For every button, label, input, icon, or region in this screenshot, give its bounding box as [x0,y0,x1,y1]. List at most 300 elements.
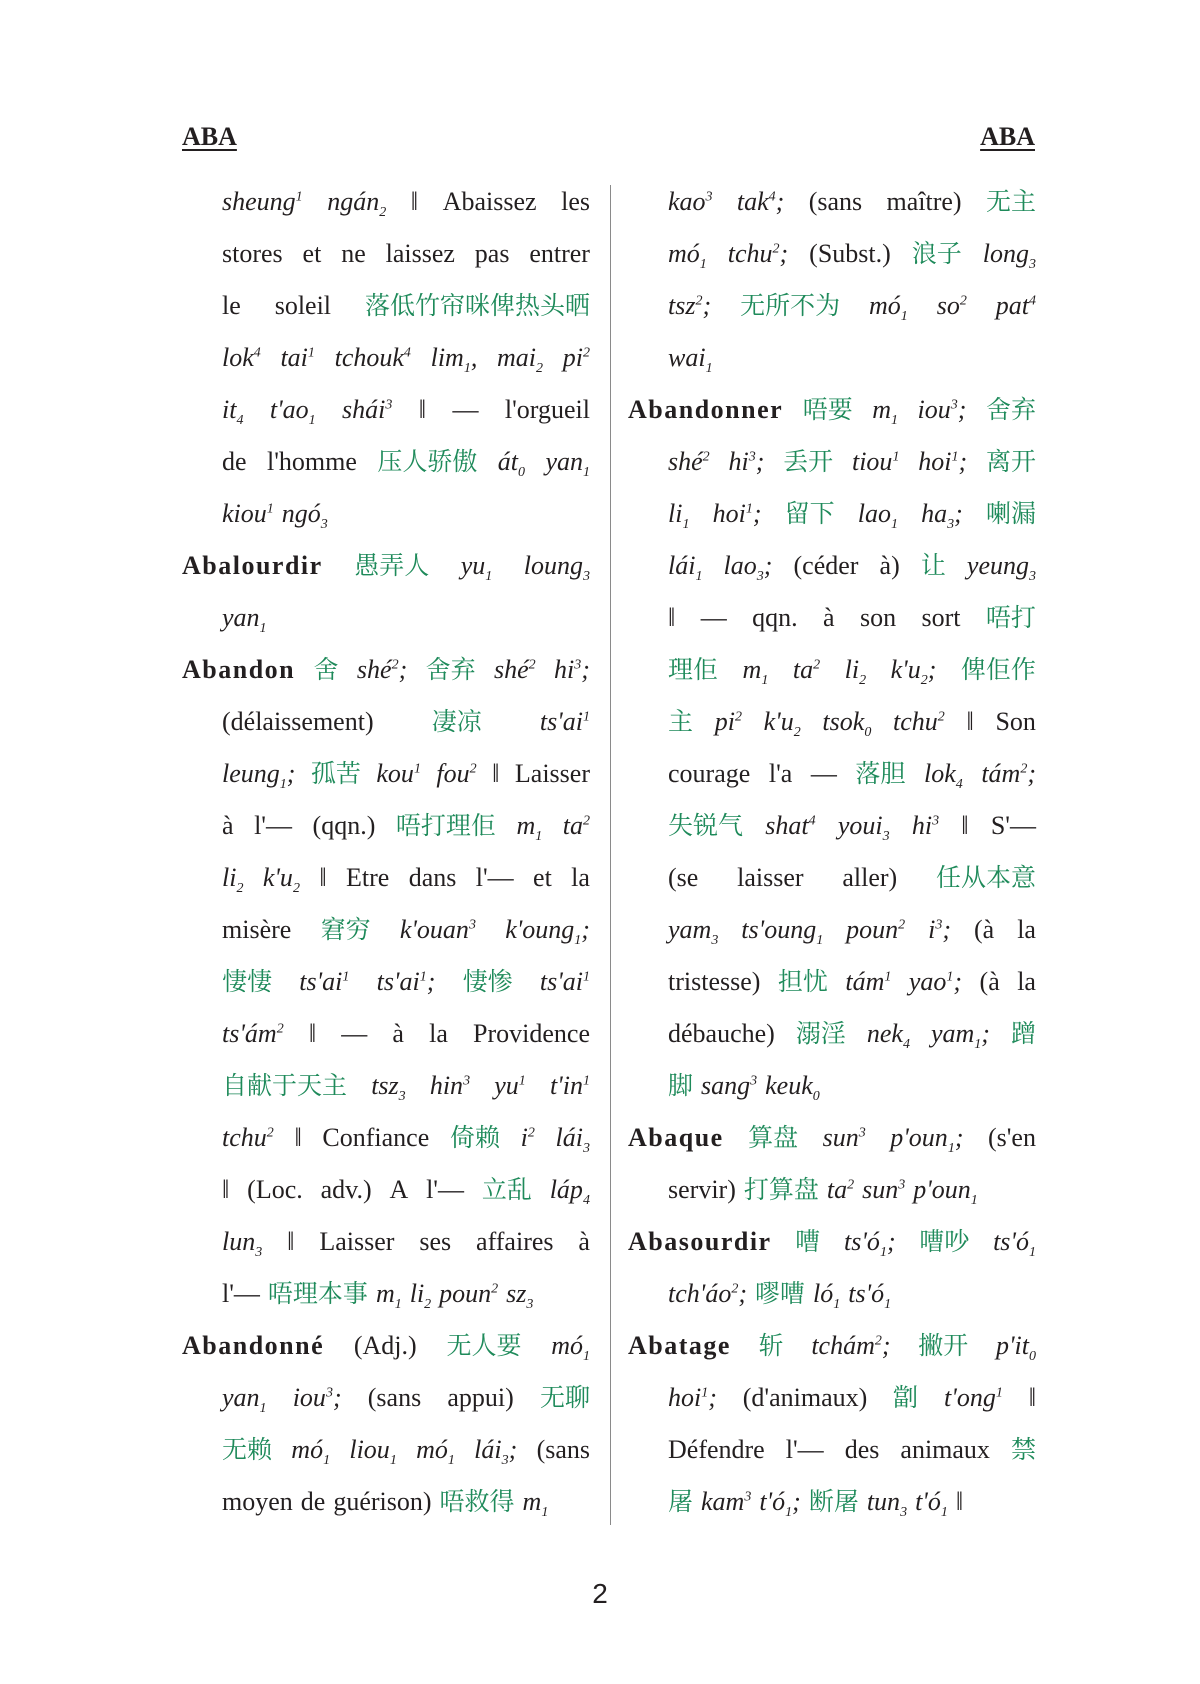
french-text: l'a [768,759,793,788]
romanization: $t'ó_1$; [759,1487,801,1521]
entry-line [182,1112,590,1164]
entry-line [182,852,590,904]
french-text: ‖ [222,1175,230,1204]
chinese-text: 丢开 [783,447,834,476]
romanization: shé$^2$ [668,447,710,476]
romanization: mai$_2$ [497,343,544,377]
french-text: (sans [808,187,863,216]
column-divider [610,185,611,1525]
romanization: $k'u_2$; [890,655,937,689]
entry-line [628,800,1036,852]
romanization: $k'u_2$ [262,863,300,897]
french-text: l'— [222,1279,260,1308]
dictionary-column-left [182,176,590,1528]
romanization: $ta^2$ [792,655,821,684]
french-text: l'— [475,863,514,892]
romanization: tám$^1$ [845,967,892,996]
french-text: la [1017,915,1036,944]
romanization: yam$_1$; [930,1019,990,1053]
entry-line [628,280,1036,332]
romanization: nek$_4$ [866,1019,910,1053]
french-text: et [302,239,322,268]
french-text: la [571,863,590,892]
french-text: la [429,1019,448,1048]
french-text: ‖ [966,707,974,736]
french-text: à [578,1227,590,1256]
romanization: $hi^3$; [728,447,765,476]
chinese-text: 嘈 [795,1227,821,1256]
romanization: yeung$_3$ [966,551,1036,585]
romanization: tsz$^2$; [668,291,712,320]
french-text: ne [341,239,366,268]
romanization: long$_3$ [982,239,1036,273]
romanization: p'oun$_1$; [890,1123,964,1157]
romanization: iou$^3$; [917,395,967,424]
chinese-text: 蹭 [1010,1019,1036,1048]
chinese-text: 劏 [893,1383,919,1412]
entry-line [628,904,1036,956]
romanization: hin$^3$ [429,1071,471,1100]
french-text: (céder [793,551,859,580]
headword: Abaque [628,1123,724,1152]
romanization: lái$_1$ [668,551,703,585]
entry-line [182,384,590,436]
romanization: $ta^2$ [562,811,590,840]
romanization: lun$_3$ [222,1227,263,1261]
chinese-text: 悽惨 [462,967,513,996]
romanization: $ts'ám^2$ [222,1019,284,1048]
romanization: kou$^1$ [376,759,421,788]
french-text: le [222,291,241,320]
chinese-text: 斩 [758,1331,784,1360]
entry-line [628,1476,1036,1528]
romanization: $ha_3$; [921,499,963,533]
romanization: $ta^2$ [826,1175,855,1204]
french-text: l'orgueil [504,395,590,424]
french-text: Laisser [319,1227,395,1256]
chinese-text: 溺淫 [795,1019,846,1048]
romanization: t'ong$^1$ [944,1383,1003,1412]
entry-line [182,1060,590,1112]
romanization: yao$^1$; [908,967,963,996]
romanization: $yu^1$ [494,1071,526,1100]
chinese-text: 主 [668,707,694,736]
chinese-text: 舍 [313,655,339,684]
french-text: ‖ [287,1227,295,1256]
romanization: hoi$^1$; [668,1383,717,1412]
entry-line [628,852,1036,904]
entry-line [182,800,590,852]
romanization: ts'oung$_1$ [741,915,824,949]
romanization: poun$^2$ [439,1279,499,1308]
romanization: ngó$_3$ [281,499,328,533]
chinese-text: 舍弃 [425,655,476,684]
chinese-text: 无聊 [539,1383,590,1412]
entry-line [628,1372,1036,1424]
entry-line [182,956,590,1008]
french-text: Son [995,707,1036,736]
chinese-text: 嘈吵 [919,1227,970,1256]
entry-line [628,176,1036,228]
entry-line [182,1008,590,1060]
french-text: ‖ [294,1123,302,1152]
entry-line [182,592,590,644]
entry-line [182,748,590,800]
romanization: iou$^3$; [292,1383,342,1412]
running-head-right: ABA [980,122,1035,151]
romanization: $pi^2$ [562,343,590,372]
french-text: à [392,1019,404,1048]
romanization: pat$^4$ [995,291,1036,320]
romanization: kam$^3$ [701,1487,752,1516]
french-text: affaires [476,1227,554,1256]
romanization: $\lim_1$, [430,343,478,377]
french-text: — [700,603,727,632]
entry-line [628,592,1036,644]
french-text: (à [974,915,995,944]
chinese-text: 愚弄人 [354,551,430,580]
chinese-text: 唔要 [802,395,853,424]
romanization: k'oung$_1$; [505,915,590,949]
french-text: ‖ [1028,1383,1036,1412]
french-text: Confiance [322,1123,430,1152]
romanization: shat$^4$ [765,811,816,840]
french-text: sort [921,603,961,632]
romanization: fou$^2$ [436,759,477,788]
entry-line [182,1424,590,1476]
chinese-text: 算盘 [748,1123,799,1152]
romanization: $k'u_2$ [763,707,801,741]
headword: Abalourdir [182,551,323,580]
french-text: et [533,863,552,892]
romanization: $m_1$ [742,655,769,689]
romanization: liou$_1$ [349,1435,397,1469]
french-text: pas [474,239,510,268]
chinese-text: 理佢 [668,655,719,684]
romanization: shái$^3$ [342,395,393,424]
french-text: de [300,1487,326,1516]
romanization: $m_1$ [375,1279,402,1313]
french-text: ‖ [961,811,969,840]
entry-line [182,436,590,488]
headword: Abasourdir [628,1227,772,1256]
entry-line [182,1476,590,1528]
entry-line [628,540,1036,592]
french-text: aller) [842,863,898,892]
romanization: $t'ó_1$ [915,1487,948,1521]
french-text: — [341,1019,368,1048]
romanization: $át_0$ [497,447,526,481]
romanization: $p'it_0$ [995,1331,1036,1365]
romanization: tchu$^2$ [893,707,945,736]
romanization: tai$^1$ [280,343,315,372]
romanization: $mó_1$ [869,291,908,325]
chinese-text: 喇漏 [985,499,1036,528]
french-text: la [1017,967,1036,996]
french-text: (Loc. [247,1175,303,1204]
chinese-text: 立乱 [481,1175,532,1204]
french-text: S'— [990,811,1036,840]
headword: Abatage [628,1331,731,1360]
chinese-text: 失锐气 [668,811,744,840]
entry-line [628,1268,1036,1320]
french-text: Providence [473,1019,590,1048]
entry-line [182,696,590,748]
chinese-text: 倚赖 [449,1123,500,1152]
french-text: — [452,395,479,424]
romanization: p'oun$_1$ [913,1175,978,1209]
romanization: lao$_1$ [857,499,899,533]
french-text: débauche) [668,1019,775,1048]
romanization: $ts'ai^1$ [539,707,590,736]
romanization: lok$^4$ [222,343,261,372]
french-text: laissez [385,239,455,268]
romanization: keuk$_0$ [765,1071,820,1105]
romanization: k'ouan$^3$ [399,915,476,944]
romanization: lok$_4$ [924,759,963,793]
french-text: qqn. [752,603,798,632]
entry-line [182,332,590,384]
chinese-text: 自献于天主 [222,1071,348,1100]
french-text: dans [408,863,457,892]
romanization: yam$_3$ [668,915,719,949]
romanization: kiou$^1$ [222,499,274,528]
romanization: tchouk$^4$ [334,343,411,372]
dictionary-column-right [628,176,1036,1528]
romanization: $tch'áo^2$; [668,1279,747,1308]
chinese-text: 压人骄傲 [377,447,478,476]
romanization: loung$_3$ [523,551,590,585]
romanization: $ts'ai^1$ [539,967,590,996]
romanization: $ts'ai^1$; [376,967,436,996]
romanization: $li_2$ [844,655,867,689]
french-text: ‖ [492,759,500,788]
romanization: $it_4$ [222,395,244,429]
french-text: (sans [536,1435,590,1464]
french-text: A [389,1175,409,1204]
french-text: tristesse) [668,967,761,996]
french-text: (se [668,863,699,892]
french-text: — [810,759,837,788]
entry-line [628,1424,1036,1476]
chinese-text: 无人要 [446,1331,522,1360]
romanization: tun$_3$ [866,1487,908,1521]
entry-line [182,228,590,280]
romanization: tchu$^2$ [222,1123,274,1152]
entry-line [628,332,1036,384]
entry-line [628,1216,1036,1268]
romanization: $li_1$ [668,499,690,533]
french-text: les [561,187,590,216]
entry-line [628,696,1036,748]
romanization: yan$_1$ [545,447,590,481]
french-text: l'— [426,1175,464,1204]
french-text: de [222,447,247,476]
entry-line [628,748,1036,800]
romanization: $li_2$ [222,863,244,897]
french-text: à) [879,551,900,580]
french-text: ‖ [308,1019,317,1048]
chinese-text: 凄凉 [431,707,482,736]
romanization: hoi$^1$; [918,447,968,476]
romanization: sang$^3$ [701,1071,758,1100]
french-text: Etre [346,863,390,892]
chinese-text: 撇开 [918,1331,969,1360]
chinese-text: 俾佢作 [960,655,1036,684]
entry-line [628,1060,1036,1112]
french-text: ‖ [410,187,419,216]
entry-line [628,956,1036,1008]
french-text: (sans [367,1383,422,1412]
romanization: wai$_1$ [668,343,713,377]
romanization: lái$_3$ [555,1123,590,1157]
french-text: l'homme [266,447,357,476]
chinese-text: 无主 [985,187,1036,216]
french-text: (s'en [987,1123,1036,1152]
entry-line [182,540,590,592]
romanization: $ts'ó_1$; [844,1227,896,1261]
romanization: $m_1$ [516,811,543,845]
romanization: $t'ao_1$ [269,395,316,429]
french-text: Abaissez [442,187,537,216]
romanization: $i^3$; [928,915,952,944]
romanization: shé$^2$ [494,655,536,684]
french-text: l'— [785,1435,824,1464]
chinese-text: 担忧 [777,967,828,996]
entry-line [628,1164,1036,1216]
french-text: Défendre [668,1435,765,1464]
chinese-text: 唔救得 [439,1487,515,1516]
french-text: (d'animaux) [742,1383,868,1412]
romanization: tiou$^1$ [851,447,900,476]
french-text: (délaissement) [222,707,374,736]
romanization: youi$_3$ [837,811,890,845]
chinese-text: 离开 [985,447,1036,476]
romanization: tchám$^2$; [811,1331,891,1360]
romanization: $mó_1$ [668,239,707,273]
romanization: $mó_1$ [551,1331,590,1365]
chinese-text: 禁 [1010,1435,1036,1464]
chinese-text: 任从本意 [935,863,1036,892]
french-text: à [823,603,835,632]
page-number: 2 [592,1578,608,1609]
french-text: stores [222,239,283,268]
chinese-text: 浪子 [911,239,962,268]
french-text: des [844,1435,880,1464]
chinese-text: 唔打理佢 [395,811,496,840]
french-text: (à [979,967,1000,996]
headword: Abandonné [182,1331,325,1360]
chinese-text: 留下 [784,499,835,528]
romanization: $so^2$ [936,291,967,320]
french-text: ‖ [418,395,427,424]
romanization: ngán$_2$ [327,187,387,221]
entry-line [628,1008,1036,1060]
romanization: shé$^2$; [356,655,408,684]
french-text: maître) [886,187,962,216]
romanization: $hi^3$; [554,655,590,684]
romanization: hoi$^1$; [712,499,762,528]
entry-line [628,488,1036,540]
french-text: (qqn.) [312,811,376,840]
chinese-text: 悽悽 [222,967,273,996]
chinese-text: 无所不为 [740,291,841,320]
entry-line [182,1320,590,1372]
chinese-text: 落低竹帘咪俾热头晒 [364,291,590,320]
entry-line [182,1164,590,1216]
entry-line [628,228,1036,280]
headword: Abandonner [628,395,784,424]
chinese-text: 屠 [668,1487,694,1516]
romanization: kao$^3$ [668,187,713,216]
romanization: poun$^2$ [846,915,906,944]
chinese-text: 落胆 [855,759,906,788]
romanization: $t'in^1$ [549,1071,590,1100]
romanization: $ts'ai^1$ [299,967,350,996]
french-text: soleil [274,291,332,320]
chinese-text: 无赖 [222,1435,273,1464]
entry-line [182,644,590,696]
french-text: ‖ [955,1487,964,1516]
french-text: ses [419,1227,452,1256]
romanization: sun$^3$ [862,1175,906,1204]
romanization: $yu_1$ [460,551,493,585]
romanization: tak$^4$; [736,187,785,216]
romanization: yan$_1$ [222,1383,267,1417]
romanization: $li_2$ [409,1279,432,1313]
french-text: (Adj.) [353,1331,417,1360]
chinese-text: 嘐嘈 [755,1279,806,1308]
entry-line [628,1112,1036,1164]
entry-line [182,1372,590,1424]
french-text: misère [222,915,292,944]
romanization: yan$_1$ [222,603,267,637]
romanization: $pi^2$ [714,707,742,736]
french-text: animaux [900,1435,990,1464]
entry-line [628,384,1036,436]
chinese-text: 脚 [668,1071,694,1100]
entry-line [182,280,590,332]
romanization: $ló_1$ [813,1279,841,1313]
french-text: ‖ [668,603,676,632]
french-text: Laisser [514,759,590,788]
chinese-text: 舍弃 [985,395,1036,424]
chinese-text: 唔打 [985,603,1036,632]
chinese-text: 窘穷 [320,915,371,944]
chinese-text: 断屠 [808,1487,859,1516]
entry-line [628,1320,1036,1372]
romanization: lái$_3$; [474,1435,518,1469]
romanization: tsz$_3$ [371,1071,406,1105]
romanization: $mó_1$ [416,1435,455,1469]
headword: Abandon [182,655,296,684]
romanization: $ts'ó_1$ [993,1227,1036,1261]
chinese-text: 唔理本事 [267,1279,368,1308]
french-text: ‖ [319,863,327,892]
entry-line [182,1216,590,1268]
french-text: moyen [222,1487,293,1516]
french-text: appui) [447,1383,514,1412]
romanization: leung$_1$; [222,759,296,793]
entry-line [628,436,1036,488]
romanization: tám$^2$; [981,759,1036,788]
romanization: $m_1$ [872,395,899,429]
romanization: $sz_3$ [506,1279,534,1313]
french-text: courage [668,759,751,788]
romanization: lao$_3$; [723,551,773,585]
entry-line [628,644,1036,696]
romanization: sun$^3$ [822,1123,866,1152]
